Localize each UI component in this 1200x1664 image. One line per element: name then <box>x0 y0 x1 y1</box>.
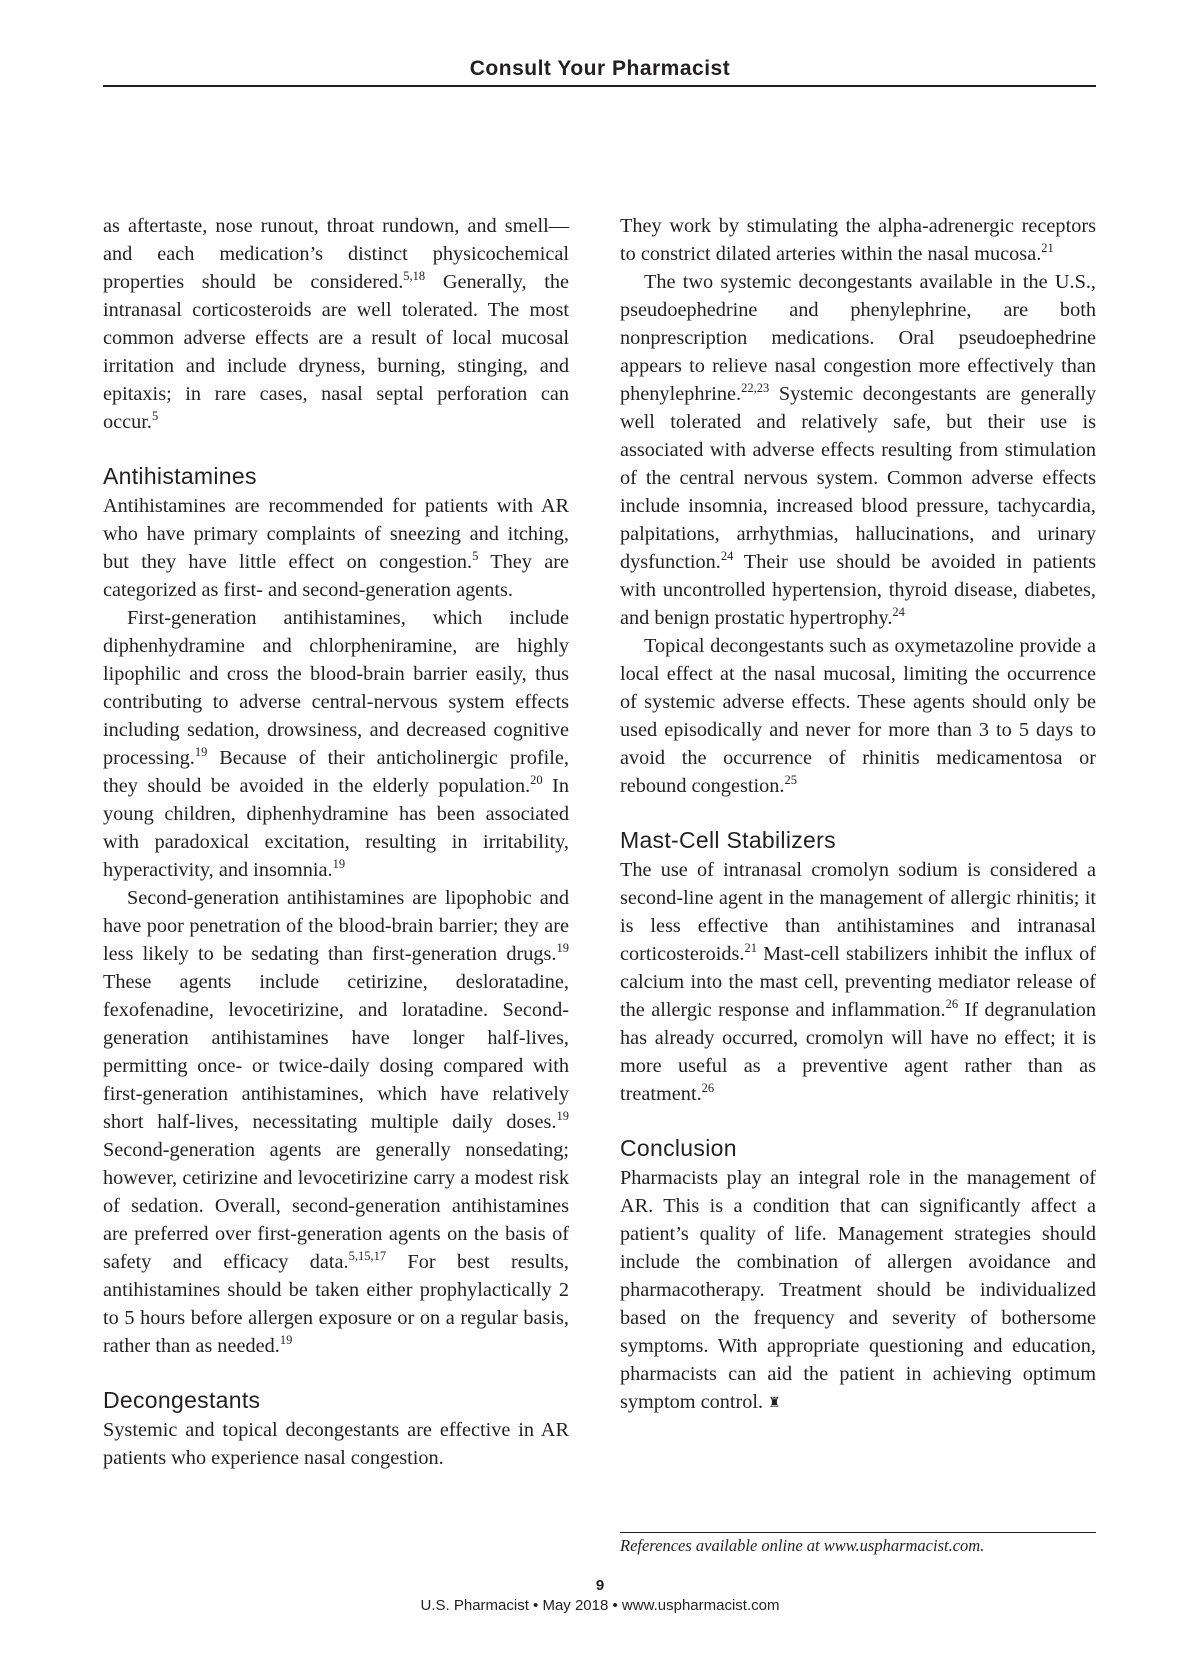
citation-ref: 21 <box>744 941 757 955</box>
citation-ref: 5,18 <box>403 269 426 283</box>
text-run: Mast-cell stabilizers inhibit the influx of calcium into the mast cell, preventing mediator release of the allergic response and inflammation. <box>620 943 1096 1021</box>
citation-ref: 5 <box>152 409 159 423</box>
citation-ref: 26 <box>945 997 959 1011</box>
paragraph <box>620 1164 1096 1418</box>
text-run: If degranulation has already occurred, cromolyn will have no effect; it is more useful as a preventive agent rather than as treatment. <box>620 999 1096 1105</box>
footer-publication-line: U.S. Pharmacist • May 2018 • www.uspharmacist.com <box>420 1597 780 1614</box>
text-run: They are categorized as first- and second-generation agents. <box>103 551 570 601</box>
text-run: Their use should be avoided in patients with uncontrolled hypertension, thyroid disease, diabetes, and benign prostatic hypertrophy. <box>620 551 1096 629</box>
section-heading-decongestants: Decongestants <box>103 1387 261 1413</box>
section-heading-antihistamines: Antihistamines <box>103 463 257 489</box>
paragraph <box>620 632 1096 800</box>
text-run: Systemic decongestants are generally well tolerated and relatively safe, but their use is associated with adverse effects resulting from stimulation of the central nervous system. Common adverse effects include insomnia, increased blood pressure, tachycardia, palpitations, arrhythmias, hallucinations, and urinary dysfunction. <box>620 383 1096 573</box>
text-run: Antihistamines are recommended for patients with AR who have primary complaints of sneezing and itching, but they have little effect on congestion. <box>103 495 569 573</box>
text-run: They work by stimulating the alpha-adrenergic receptors to constrict dilated arteries within the nasal mucosa. <box>620 215 1096 265</box>
paragraph <box>620 856 1096 1108</box>
text-run: Because of their anticholinergic profile, they should be avoided in the elderly population. <box>103 747 569 797</box>
citation-ref: 5,15,17 <box>348 1249 387 1263</box>
text-run: In young children, diphenhydramine has been associated with paradoxical excitation, resulting in irritability, hyperactivity, and insomnia. <box>103 775 569 881</box>
paragraph-continuation <box>103 212 569 436</box>
text-run: Second-generation antihistamines are lipophobic and have poor penetration of the blood-brain barrier; they are less likely to be sedating than first-generation drugs. <box>103 887 569 965</box>
paragraph <box>620 268 1096 632</box>
end-of-article-icon: ♜ <box>768 1396 781 1411</box>
text-run: as aftertaste, nose runout, throat rundown, and smell—and each medication’s distinct physicochemical properties should be considered. <box>103 215 569 293</box>
right-column <box>620 212 1096 1418</box>
references-note: References available online at www.uspharmacist.com. <box>620 1536 985 1555</box>
section-heading-conclusion: Conclusion <box>620 1135 737 1161</box>
text-run: Second-generation agents are generally nonsedating; however, cetirizine and levocetirizine carry a modest risk of sedation. Overall, second-generation antihistamines are preferred over first-generation agents on the basis of safety and efficacy data. <box>103 1139 569 1273</box>
header-rule <box>103 85 1096 87</box>
paragraph <box>103 492 569 604</box>
text-run: These agents include cetirizine, desloratadine, fexofenadine, levocetirizine, and loratadine. Second-generation antihistamines have longer half-lives, permitting once- or twice-daily dosing compared with first-generation antihistamines, which have relatively short half-lives, necessitating multiple daily doses. <box>103 971 569 1133</box>
paragraph-continuation <box>620 212 1096 268</box>
citation-ref: 19 <box>194 745 208 759</box>
paragraph <box>103 604 569 884</box>
references-rule <box>620 1532 1096 1533</box>
section-heading-mast-cell-stabilizers: Mast-Cell Stabilizers <box>620 827 836 853</box>
citation-ref: 20 <box>530 773 543 787</box>
citation-ref: 24 <box>892 605 905 619</box>
text-run: The use of intranasal cromolyn sodium is considered a second-line agent in the management of allergic rhinitis; it is less effective than antihistamines and intranasal corticosteroids. <box>620 859 1096 965</box>
text-run: First-generation antihistamines, which include diphenhydramine and chlorpheniramine, are highly lipophilic and cross the blood-brain barrier easily, thus contributing to adverse central-nervous system effects including sedation, drowsiness, and decreased cognitive processing. <box>103 607 569 769</box>
citation-ref: 26 <box>701 1081 715 1095</box>
text-run: For best results, antihistamines should be taken either prophylactically 2 to 5 hours before allergen exposure or on a regular basis, rather than as needed. <box>103 1251 569 1357</box>
citation-ref: 24 <box>720 549 734 563</box>
running-header-title: Consult Your Pharmacist <box>469 57 731 80</box>
text-run: Systemic and topical decongestants are effective in AR patients who experience nasal congestion. <box>103 1419 569 1469</box>
page-number: 9 <box>595 1577 605 1594</box>
citation-ref: 21 <box>1041 241 1054 255</box>
text-run: The two systemic decongestants available in the U.S., pseudoephedrine and phenylephrine, are both nonprescription medications. Oral pseudoephedrine appears to relieve nasal congestion more effectively than phenylephrine. <box>620 271 1096 405</box>
citation-ref: 25 <box>784 773 797 787</box>
paragraph <box>103 884 569 1360</box>
citation-ref: 19 <box>556 941 569 955</box>
citation-ref: 19 <box>279 1333 293 1347</box>
citation-ref: 5 <box>472 549 479 563</box>
text-run: Generally, the intranasal corticosteroids are well tolerated. The most common adverse effects are a result of local mucosal irritation and include dryness, burning, stinging, and epitaxis; in rare cases, nasal septal perforation can occur. <box>103 271 569 433</box>
citation-ref: 22,23 <box>741 381 770 395</box>
text-run: Pharmacists play an integral role in the management of AR. This is a condition that can significantly affect a patient’s quality of life. Management strategies should include the combination of allergen avoidance and pharmacotherapy. Treatment should be individualized based on the frequency and severity of bothersome symptoms. With appropriate questioning and education, pharmacists can aid the patient in achieving optimum symptom control. <box>620 1167 1096 1413</box>
paragraph <box>103 1416 569 1472</box>
text-run: Topical decongestants such as oxymetazoline provide a local effect at the nasal mucosal, limiting the occurrence of systemic adverse effects. These agents should only be used episodically and never for more than 3 to 5 days to avoid the occurrence of rhinitis medicamentosa or rebound congestion. <box>620 635 1096 797</box>
left-column <box>103 212 569 1472</box>
citation-ref: 19 <box>332 857 346 871</box>
citation-ref: 19 <box>556 1109 569 1123</box>
